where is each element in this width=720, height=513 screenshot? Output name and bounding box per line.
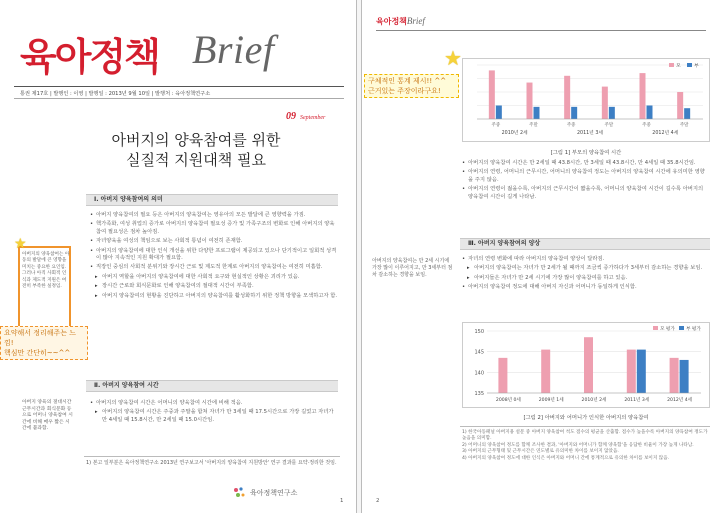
bar — [627, 350, 636, 393]
legend-swatch — [653, 326, 658, 330]
x-tick-label: 주중 — [642, 123, 651, 128]
running-header-english: Brief — [406, 16, 425, 26]
footnote: 3) 아버지의 근무형태 및 근무시간은 연도별로 유의미한 차이를 보이지 않았음. — [462, 449, 619, 455]
bar — [496, 106, 502, 120]
section-3-title: Ⅲ. 아버지 양육참여의 양상 — [460, 238, 710, 250]
x-tick-label: 2009년 1세 — [538, 398, 564, 403]
footnote: 2) 어머니의 양육참여 정도를 함께 조사한 결과, '아버지와 어머니가 함께 양육함'을 응답한 비율이 가장 높게 나타남. — [462, 442, 694, 448]
star-icon: ★ — [14, 236, 27, 252]
headline-line-1: 아버지의 양육참여를 위한 — [111, 131, 281, 149]
footnote: 1) 본고 일부분은 육아정책연구소 2013년 연구보고서 '아버지의 양육참여 지원방안' 연구 결과를 요약·정리한 것임. — [86, 460, 337, 466]
y-tick-label: 135 — [474, 391, 484, 397]
masthead-rule-lower — [14, 98, 344, 99]
brand-title-english: Brief — [192, 27, 275, 72]
bar — [498, 358, 507, 393]
bar — [564, 76, 570, 119]
bar — [541, 350, 550, 393]
x-tick-label: 2008년 0세 — [495, 398, 521, 403]
footnotes — [462, 430, 708, 462]
footer-logo-text: 육아정책연구소 — [250, 489, 298, 497]
page-number: 2 — [376, 498, 380, 504]
y-tick-label: 140 — [474, 370, 484, 377]
x-group-label: 2011년 3세 — [576, 131, 604, 136]
x-tick-label: 2011년 3세 — [624, 398, 650, 403]
footnote: 4) 아버지의 양육참여 정도에 대한 인식은 아버지와 어머니 간에 통계적으로 유의한 차이를 보이지 않음. — [462, 455, 670, 461]
list-item: • 직장인 중심의 사회적 분위기와 장시간 근로 및 제도적 한계로 아버지의 양육참여는 여전히 미흡함. — [90, 264, 338, 271]
list-item: • 아버지의 양육참여 정도에 대해 아버지 자신과 어머니가 동일하게 인식함. — [462, 284, 708, 291]
bar — [571, 107, 577, 119]
list-item: • 아버지 양육참여의 필요 등은 아버지의 양육참여는 영유아의 모든 발달에 큰 영향력을 가짐. — [90, 212, 338, 219]
list-item: • 자녀양육을 여성의 책임으로 보는 사회적 통념이 여전히 존재함. — [90, 238, 338, 245]
right-page — [361, 0, 720, 513]
list-item: • 아버지의 연령, 어머니의 근무시간, 어머니의 양육참여 정도는 아버지의 양육참여 시간에 유의미한 영향을 주지 않음. — [462, 169, 708, 184]
issue-month-number: 09 — [286, 111, 296, 122]
brand-title-korean: 육아정책 — [20, 35, 159, 79]
bar — [640, 73, 646, 119]
footnote-divider — [460, 426, 710, 427]
y-tick-label: 145 — [474, 349, 484, 356]
orange-annotation — [0, 326, 88, 360]
list-item: ▸ 아버지 양육참여의 현황을 진단하고 아버지의 양육참여를 활성화하기 위한 정책 방향을 모색하고자 함. — [90, 293, 338, 300]
headline-line-2: 실질적 지원대책 필요 — [126, 151, 266, 169]
x-tick-label: 2012년 4세 — [667, 398, 693, 403]
list-item: ▸ 장시간 근로와 회식문화로 인해 양육참여의 절대적 시간이 부족함. — [90, 283, 338, 290]
star-icon: ★ — [444, 46, 462, 70]
footnote-divider — [84, 456, 340, 457]
bar — [584, 337, 593, 393]
section-3-bullets — [462, 256, 708, 294]
bar — [527, 83, 533, 119]
figure-2-caption: [그림 2] 아버지와 어머니가 인식한 아버지의 양육참여 — [523, 415, 649, 421]
bar — [684, 108, 690, 119]
side-note: 아버지의 양육참여는 만 2세 시기에 가장 많이 이루어지고, 만 3세부터 점차 감소하는 경향을 보임. — [372, 258, 453, 278]
x-tick-label: 주중 — [491, 123, 501, 128]
section-bullets — [462, 160, 708, 203]
x-group-label: 2010년 2세 — [501, 131, 528, 136]
section-1-bullets — [90, 212, 338, 302]
bar — [602, 87, 608, 119]
list-item: • 아버지의 연령이 젊을수록, 아버지의 근무시간이 짧을수록, 어머니의 양육참여 시간이 길수록 아버지의 양육참여 시간이 길게 나타남. — [462, 186, 708, 201]
bar — [680, 360, 689, 393]
page-number: 1 — [340, 498, 344, 504]
legend-swatch — [679, 326, 684, 330]
bar — [637, 350, 646, 393]
running-header-korean: 육아정책 — [376, 17, 407, 26]
annotation-line-2: 핵심만 간단히~~^^ — [4, 349, 71, 357]
bar — [670, 358, 679, 393]
chart-2-frame — [462, 322, 710, 408]
section-2-title: Ⅱ. 아버지 양육참여 시간 — [86, 380, 338, 392]
legend-label: 모 — [676, 64, 681, 69]
legend-label: 부 평가 — [686, 327, 701, 332]
list-item: • 아버지의 양육참여 시간은 어머니의 양육참여 시간에 비해 적음. — [90, 400, 338, 407]
institute-logo-icon — [232, 486, 246, 500]
list-item: ▸ 아버지들은 자녀가 만 2세 시기에 가장 많이 양육참여를 하고 있음. — [462, 275, 708, 282]
x-group-label: 2012년 4세 — [652, 131, 679, 136]
legend-label: 모 평가 — [660, 327, 675, 332]
x-tick-label: 주중 — [566, 123, 576, 128]
legend-swatch — [687, 63, 692, 67]
list-item: • 아버지의 양육참여 시간은 만 2세일 때 43.8시간, 만 3세일 때 43.8시간, 만 4세일 때 35.8시간임. — [462, 160, 708, 167]
chart-1-frame — [462, 58, 710, 142]
issue-month-name: September — [300, 115, 326, 121]
section-2-bullets — [90, 400, 338, 426]
legend-swatch — [669, 63, 674, 67]
section-1-title: Ⅰ. 아버지 양육참여의 의미 — [86, 194, 338, 206]
chart-1 — [463, 59, 709, 141]
footer-logo — [232, 486, 297, 500]
bar — [609, 107, 615, 119]
list-item: • 아버지의 양육참여에 대한 인식 개선을 위한 다양한 프로그램이 제공되고 있으나 단기적이고 일회적 성격이 많아 지속적인 지원 확대가 필요함. — [90, 248, 338, 263]
bar — [489, 70, 495, 119]
bar — [534, 107, 540, 119]
list-item: ▸ 아버지의 양육참여는 자녀가 만 2세가 될 때까지 조금씩 증가하다가 3세부터 감소하는 경향을 보임. — [462, 265, 708, 272]
y-tick-label: 150 — [474, 329, 484, 335]
side-note: 아버지 양육의 절대시간 근무시간과 회식문화 등으로 어머니 양육참여 시간에 비해 매우 짧은 시간에 불과함. — [22, 400, 73, 432]
annotation-line-1: 구체적인 통계 제시!! ^^ — [368, 77, 447, 85]
header-rule — [376, 30, 706, 31]
chart-2 — [463, 323, 709, 407]
headline — [86, 130, 306, 170]
issue-info: 통권 제17호 | 발행인 : 이영 | 발행일 : 2013년 9월 10일 | 발행처 : 육아정책연구소 — [20, 91, 211, 97]
issue-date-badge — [286, 106, 325, 124]
legend-label: 부 — [694, 64, 699, 69]
x-tick-label: 2010년 2세 — [581, 398, 607, 403]
running-header — [376, 16, 425, 27]
footnote: 1) 한국아동패널 아버지용 설문 중 아버지 양육참여 척도 점수의 평균을 산출함. 점수가 높을수록 아버지의 양육참여 정도가 높음을 의미함. — [462, 430, 708, 442]
annotation-line-1: 요약해서 정리해주는 느낌! — [4, 329, 77, 347]
bar — [677, 92, 683, 119]
bar — [647, 106, 653, 120]
side-note: 아버지의 양육참여는 아동의 발달에 큰 영향을 미치는 중요한 요인임. 그러나 아직 사회적 인식과 제도적 지원은 여전히 부족한 실정임. — [22, 252, 70, 290]
list-item: • 자녀의 연령 변화에 따라 아버지의 양육참여 양상이 달라짐. — [462, 256, 708, 263]
x-tick-label: 주말 — [604, 123, 614, 128]
list-item: • 핵가족화, 여성 취업의 증가로 아버지의 양육참여 필요성 증가 및 가족구조의 변화로 인해 아버지의 양육참여 필요성은 점차 높아짐. — [90, 221, 338, 236]
list-item: ▸ 아버지 역할을 아버지의 양육참여에 대한 사회적 요구와 현실적인 상황은 괴리가 있음. — [90, 274, 338, 281]
masthead-rule — [14, 86, 344, 87]
figure-1-caption: [그림 1] 부모의 양육참여 시간 — [550, 150, 622, 156]
annotation-line-2: 근거있는 주장이라구요! — [368, 87, 441, 95]
x-tick-label: 주말 — [679, 123, 689, 128]
yellow-annotation — [364, 74, 459, 98]
list-item: ▸ 아버지의 양육참여 시간은 주중과 주말을 합쳐 자녀가 만 3세일 때 17.5시간으로 가장 길었고 자녀가 만 4세일 때 15.8시간, 만 2세일 때 15.0시간임. — [90, 409, 338, 424]
x-tick-label: 주말 — [529, 123, 538, 128]
left-page — [0, 0, 357, 513]
